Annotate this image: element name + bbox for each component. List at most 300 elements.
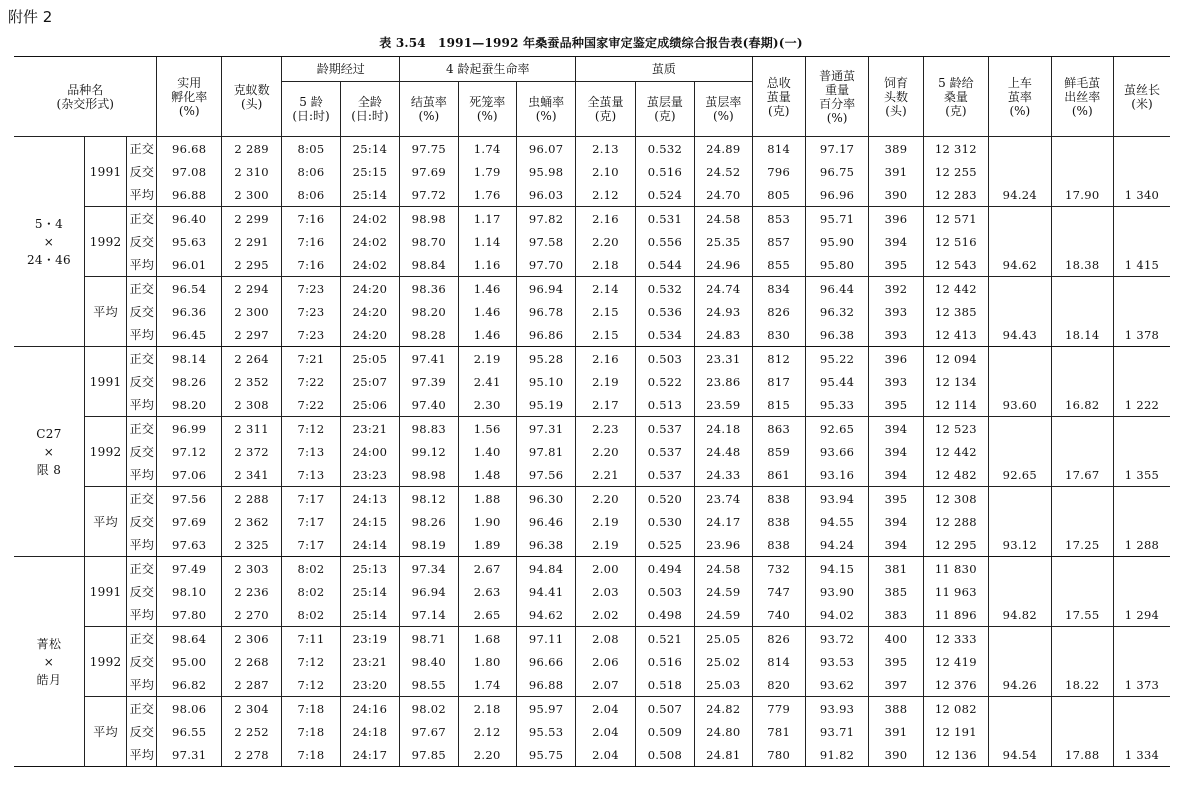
data-cell: 394	[869, 510, 923, 533]
header-cocoon-quality: 茧质	[576, 57, 752, 82]
data-cell: 2.07	[576, 673, 635, 697]
data-cell	[1113, 300, 1170, 323]
data-cell: 25.02	[695, 650, 752, 673]
data-cell: 2 304	[221, 697, 281, 721]
data-cell	[1051, 207, 1113, 231]
data-cell: 855	[752, 253, 805, 277]
data-cell	[1051, 277, 1113, 301]
data-cell: 0.534	[635, 323, 694, 347]
data-cell: 8:02	[282, 557, 340, 581]
data-cell: 94.84	[516, 557, 575, 581]
data-cell: 11 830	[923, 557, 988, 581]
data-cell: 1.14	[458, 230, 516, 253]
data-cell: 1.80	[458, 650, 516, 673]
data-cell: 12 419	[923, 650, 988, 673]
data-cell: 830	[752, 323, 805, 347]
data-cell: 2 372	[221, 440, 281, 463]
data-cell: 18.38	[1051, 253, 1113, 277]
header-variety: 品种名 (杂交形式)	[14, 57, 157, 137]
data-cell: 0.503	[635, 347, 694, 371]
data-cell: 97.75	[400, 137, 458, 161]
data-cell: 97.17	[805, 137, 868, 161]
data-cell: 25.35	[695, 230, 752, 253]
data-cell: 96.40	[157, 207, 221, 231]
data-cell: 24.74	[695, 277, 752, 301]
data-cell: 12 376	[923, 673, 988, 697]
data-cell: 23:23	[340, 463, 399, 487]
data-cell: 7:16	[282, 253, 340, 277]
data-cell: 24:02	[340, 230, 399, 253]
data-cell: 23:19	[340, 627, 399, 651]
data-cell: 95.90	[805, 230, 868, 253]
data-cell: 97.82	[516, 207, 575, 231]
data-cell: 12 413	[923, 323, 988, 347]
data-cell: 7:22	[282, 393, 340, 417]
table-row	[14, 603, 1170, 627]
table-row	[14, 440, 1170, 463]
data-cell: 805	[752, 183, 805, 207]
data-cell: 815	[752, 393, 805, 417]
header-filament-length: 茧丝长 (米)	[1113, 57, 1170, 137]
header-larvae-count: 饲育 头数 (头)	[869, 57, 923, 137]
data-cell: 385	[869, 580, 923, 603]
table-row	[14, 300, 1170, 323]
data-cell: 17.55	[1051, 603, 1113, 627]
data-cell: 25:05	[340, 347, 399, 371]
data-cell: 24:20	[340, 277, 399, 301]
data-cell: 814	[752, 650, 805, 673]
table-row	[14, 580, 1170, 603]
data-cell: 0.508	[635, 743, 694, 767]
data-cell: 95.63	[157, 230, 221, 253]
cross-type-cell: 平均	[127, 533, 157, 557]
data-cell: 397	[869, 673, 923, 697]
data-cell: 0.532	[635, 137, 694, 161]
data-cell: 11 963	[923, 580, 988, 603]
data-cell: 97.80	[157, 603, 221, 627]
data-cell: 94.82	[989, 603, 1051, 627]
data-cell	[1113, 347, 1170, 371]
data-cell: 2.65	[458, 603, 516, 627]
data-cell: 12 295	[923, 533, 988, 557]
data-cell: 95.28	[516, 347, 575, 371]
data-cell: 94.15	[805, 557, 868, 581]
data-cell: 95.53	[516, 720, 575, 743]
data-cell: 396	[869, 207, 923, 231]
data-cell: 826	[752, 300, 805, 323]
data-cell: 0.556	[635, 230, 694, 253]
data-cell	[989, 650, 1051, 673]
data-cell	[1113, 230, 1170, 253]
data-cell	[1051, 487, 1113, 511]
data-cell: 7:11	[282, 627, 340, 651]
cross-type-cell: 正交	[127, 697, 157, 721]
data-cell: 0.503	[635, 580, 694, 603]
data-cell	[989, 417, 1051, 441]
data-cell: 7:12	[282, 650, 340, 673]
data-cell: 24:02	[340, 207, 399, 231]
cross-type-cell: 正交	[127, 557, 157, 581]
data-cell: 1.68	[458, 627, 516, 651]
data-cell: 96.38	[805, 323, 868, 347]
data-cell: 24.80	[695, 720, 752, 743]
data-cell: 0.498	[635, 603, 694, 627]
data-cell: 24.58	[695, 207, 752, 231]
data-cell: 96.82	[157, 673, 221, 697]
data-cell: 1 340	[1113, 183, 1170, 207]
data-cell: 96.88	[157, 183, 221, 207]
data-cell: 863	[752, 417, 805, 441]
data-cell: 8:05	[282, 137, 340, 161]
data-cell: 8:02	[282, 580, 340, 603]
data-cell: 838	[752, 533, 805, 557]
data-cell: 93.71	[805, 720, 868, 743]
data-cell: 2 352	[221, 370, 281, 393]
data-cell: 2.12	[576, 183, 635, 207]
data-cell: 2 308	[221, 393, 281, 417]
data-cell: 732	[752, 557, 805, 581]
data-cell: 24.93	[695, 300, 752, 323]
cross-type-cell: 平均	[127, 253, 157, 277]
data-cell: 24.96	[695, 253, 752, 277]
data-cell: 820	[752, 673, 805, 697]
data-cell: 12 516	[923, 230, 988, 253]
data-cell: 95.19	[516, 393, 575, 417]
data-cell: 1.74	[458, 137, 516, 161]
data-cell: 2.30	[458, 393, 516, 417]
data-cell: 7:21	[282, 347, 340, 371]
variety-name: 菁松 × 皓月	[14, 557, 84, 767]
data-cell: 2 264	[221, 347, 281, 371]
data-cell	[1113, 417, 1170, 441]
data-cell: 12 442	[923, 440, 988, 463]
data-cell: 8:02	[282, 603, 340, 627]
data-cell: 1.89	[458, 533, 516, 557]
data-cell: 7:13	[282, 440, 340, 463]
data-cell: 98.10	[157, 580, 221, 603]
cross-type-cell: 正交	[127, 347, 157, 371]
data-cell	[1051, 697, 1113, 721]
data-cell: 2 362	[221, 510, 281, 533]
data-cell: 391	[869, 160, 923, 183]
data-cell: 12 114	[923, 393, 988, 417]
data-cell: 7:12	[282, 673, 340, 697]
data-cell: 98.02	[400, 697, 458, 721]
year-cell: 1991	[84, 137, 126, 207]
data-cell: 2.19	[576, 510, 635, 533]
data-cell: 23.96	[695, 533, 752, 557]
data-cell	[1051, 417, 1113, 441]
data-cell	[1113, 697, 1170, 721]
data-cell: 388	[869, 697, 923, 721]
data-cell: 96.68	[157, 137, 221, 161]
data-cell: 781	[752, 720, 805, 743]
data-cell: 2.20	[576, 230, 635, 253]
data-cell	[1113, 650, 1170, 673]
data-cell: 7:23	[282, 277, 340, 301]
data-cell: 97.34	[400, 557, 458, 581]
data-cell: 2 341	[221, 463, 281, 487]
data-cell: 97.08	[157, 160, 221, 183]
cross-type-cell: 平均	[127, 743, 157, 767]
table-row	[14, 323, 1170, 347]
data-cell	[989, 160, 1051, 183]
data-cell: 0.518	[635, 673, 694, 697]
data-cell: 94.54	[989, 743, 1051, 767]
data-cell: 97.39	[400, 370, 458, 393]
table-row	[14, 650, 1170, 673]
data-cell: 24.58	[695, 557, 752, 581]
table-row	[14, 720, 1170, 743]
data-cell: 394	[869, 440, 923, 463]
data-cell: 96.94	[400, 580, 458, 603]
table-row	[14, 393, 1170, 417]
data-cell	[1051, 347, 1113, 371]
data-cell: 95.80	[805, 253, 868, 277]
table-row	[14, 487, 1170, 511]
data-cell: 17.25	[1051, 533, 1113, 557]
data-cell: 97.14	[400, 603, 458, 627]
data-cell: 1.16	[458, 253, 516, 277]
header-total-yield: 总收 茧量 (克)	[752, 57, 805, 137]
data-cell: 92.65	[805, 417, 868, 441]
data-cell	[1051, 720, 1113, 743]
data-cell: 97.67	[400, 720, 458, 743]
data-cell: 812	[752, 347, 805, 371]
data-cell: 12 442	[923, 277, 988, 301]
data-cell: 2.19	[576, 533, 635, 557]
data-cell: 12 191	[923, 720, 988, 743]
data-cell: 2 295	[221, 253, 281, 277]
data-cell: 1.48	[458, 463, 516, 487]
data-cell: 0.536	[635, 300, 694, 323]
data-cell: 0.509	[635, 720, 694, 743]
data-cell: 24:15	[340, 510, 399, 533]
data-cell: 98.12	[400, 487, 458, 511]
data-cell: 7:18	[282, 743, 340, 767]
data-cell: 23.74	[695, 487, 752, 511]
data-cell: 23:21	[340, 650, 399, 673]
data-cell: 0.532	[635, 277, 694, 301]
data-cell: 93.72	[805, 627, 868, 651]
data-cell: 381	[869, 557, 923, 581]
data-cell: 25:14	[340, 580, 399, 603]
data-cell: 97.06	[157, 463, 221, 487]
data-cell	[1051, 300, 1113, 323]
data-cell: 98.71	[400, 627, 458, 651]
data-cell: 93.16	[805, 463, 868, 487]
data-cell: 395	[869, 393, 923, 417]
data-cell: 97.56	[516, 463, 575, 487]
variety-name: C27 × 限 8	[14, 347, 84, 557]
data-cell	[1113, 557, 1170, 581]
data-cell: 0.516	[635, 650, 694, 673]
table-row	[14, 347, 1170, 371]
data-cell: 826	[752, 627, 805, 651]
data-cell: 2 300	[221, 300, 281, 323]
data-cell: 12 082	[923, 697, 988, 721]
data-cell: 1 222	[1113, 393, 1170, 417]
data-cell: 393	[869, 370, 923, 393]
data-cell: 98.84	[400, 253, 458, 277]
data-cell: 0.513	[635, 393, 694, 417]
data-cell: 95.97	[516, 697, 575, 721]
data-cell: 7:17	[282, 533, 340, 557]
data-cell: 2 268	[221, 650, 281, 673]
data-cell: 2 325	[221, 533, 281, 557]
data-cell: 93.12	[989, 533, 1051, 557]
data-cell	[989, 137, 1051, 161]
data-cell: 24.83	[695, 323, 752, 347]
data-cell: 7:22	[282, 370, 340, 393]
data-cell: 97.72	[400, 183, 458, 207]
data-cell: 95.44	[805, 370, 868, 393]
data-cell: 2.17	[576, 393, 635, 417]
year-cell: 1991	[84, 347, 126, 417]
data-cell: 23.86	[695, 370, 752, 393]
data-cell: 97.49	[157, 557, 221, 581]
cross-type-cell: 反交	[127, 580, 157, 603]
data-cell: 2 297	[221, 323, 281, 347]
data-cell: 98.20	[157, 393, 221, 417]
cross-type-cell: 正交	[127, 277, 157, 301]
data-cell: 2.08	[576, 627, 635, 651]
data-cell: 24:17	[340, 743, 399, 767]
year-cell: 1992	[84, 207, 126, 277]
data-cell: 834	[752, 277, 805, 301]
data-cell: 94.55	[805, 510, 868, 533]
data-cell: 2.20	[576, 440, 635, 463]
data-cell: 12 134	[923, 370, 988, 393]
data-cell: 96.44	[805, 277, 868, 301]
data-cell: 7:16	[282, 207, 340, 231]
year-cell: 平均	[84, 697, 126, 767]
data-cell: 96.54	[157, 277, 221, 301]
table-row	[14, 463, 1170, 487]
table-row	[14, 743, 1170, 767]
data-cell: 98.98	[400, 463, 458, 487]
data-cell: 24.18	[695, 417, 752, 441]
data-cell: 2.19	[576, 370, 635, 393]
data-cell: 97.81	[516, 440, 575, 463]
data-cell: 2 287	[221, 673, 281, 697]
data-cell: 16.82	[1051, 393, 1113, 417]
header-eggs-per-gram: 克蚁数 (头)	[221, 57, 281, 137]
table-row	[14, 370, 1170, 393]
data-cell: 393	[869, 323, 923, 347]
data-cell: 95.33	[805, 393, 868, 417]
data-cell: 97.11	[516, 627, 575, 651]
data-cell: 2 278	[221, 743, 281, 767]
header-survival-rate: 4 龄起蚕生命率	[400, 57, 576, 82]
data-cell	[1051, 510, 1113, 533]
data-cell: 96.78	[516, 300, 575, 323]
data-cell: 1 294	[1113, 603, 1170, 627]
data-cell	[1113, 440, 1170, 463]
data-cell: 838	[752, 510, 805, 533]
data-cell: 96.38	[516, 533, 575, 557]
data-cell: 17.67	[1051, 463, 1113, 487]
data-cell: 12 288	[923, 510, 988, 533]
data-cell	[989, 207, 1051, 231]
cross-type-cell: 反交	[127, 300, 157, 323]
data-cell: 394	[869, 533, 923, 557]
data-cell: 2 311	[221, 417, 281, 441]
table-row	[14, 417, 1170, 441]
data-cell: 2.04	[576, 697, 635, 721]
cross-type-cell: 反交	[127, 370, 157, 393]
data-cell: 1 288	[1113, 533, 1170, 557]
attachment-label: 附件 2	[8, 8, 53, 26]
data-cell: 2.15	[576, 300, 635, 323]
data-cell	[989, 370, 1051, 393]
variety-name: 5・4 × 24・46	[14, 137, 84, 347]
data-cell: 95.98	[516, 160, 575, 183]
table-row	[14, 253, 1170, 277]
cross-type-cell: 正交	[127, 137, 157, 161]
cross-type-cell: 平均	[127, 393, 157, 417]
data-cell: 12 333	[923, 627, 988, 651]
year-cell: 平均	[84, 487, 126, 557]
data-cell: 96.03	[516, 183, 575, 207]
data-cell: 12 136	[923, 743, 988, 767]
table-row	[14, 207, 1170, 231]
data-cell: 97.70	[516, 253, 575, 277]
table-row	[14, 230, 1170, 253]
data-cell: 2.04	[576, 743, 635, 767]
data-cell: 24:13	[340, 487, 399, 511]
data-cell: 0.520	[635, 487, 694, 511]
data-cell: 23.31	[695, 347, 752, 371]
data-cell: 24:00	[340, 440, 399, 463]
data-cell: 94.24	[989, 183, 1051, 207]
cross-type-cell: 反交	[127, 440, 157, 463]
data-cell: 24:18	[340, 720, 399, 743]
data-cell: 395	[869, 487, 923, 511]
data-cell: 389	[869, 137, 923, 161]
table-row	[14, 627, 1170, 651]
data-cell: 0.494	[635, 557, 694, 581]
data-cell: 396	[869, 347, 923, 371]
data-cell: 24:20	[340, 323, 399, 347]
data-cell: 24:20	[340, 300, 399, 323]
data-cell: 97.31	[157, 743, 221, 767]
data-cell: 796	[752, 160, 805, 183]
data-cell: 25:14	[340, 603, 399, 627]
data-cell: 25:07	[340, 370, 399, 393]
data-cell: 7:13	[282, 463, 340, 487]
data-cell	[989, 697, 1051, 721]
header-raw-silk-rate: 鲜毛茧 出丝率 (%)	[1051, 57, 1113, 137]
data-cell: 96.32	[805, 300, 868, 323]
data-cell: 2.19	[458, 347, 516, 371]
table-row	[14, 137, 1170, 161]
data-cell: 2 252	[221, 720, 281, 743]
data-cell: 24.81	[695, 743, 752, 767]
table-row	[14, 160, 1170, 183]
header-shell-rate: 茧层率 (%)	[695, 82, 752, 137]
data-cell	[1113, 627, 1170, 651]
data-cell	[1051, 230, 1113, 253]
data-cell	[1113, 370, 1170, 393]
data-cell: 95.75	[516, 743, 575, 767]
data-cell: 2 236	[221, 580, 281, 603]
data-cell: 93.53	[805, 650, 868, 673]
data-cell: 0.530	[635, 510, 694, 533]
header-cocoon-rate: 结茧率 (%)	[400, 82, 458, 137]
data-cell	[1113, 137, 1170, 161]
data-cell: 96.94	[516, 277, 575, 301]
